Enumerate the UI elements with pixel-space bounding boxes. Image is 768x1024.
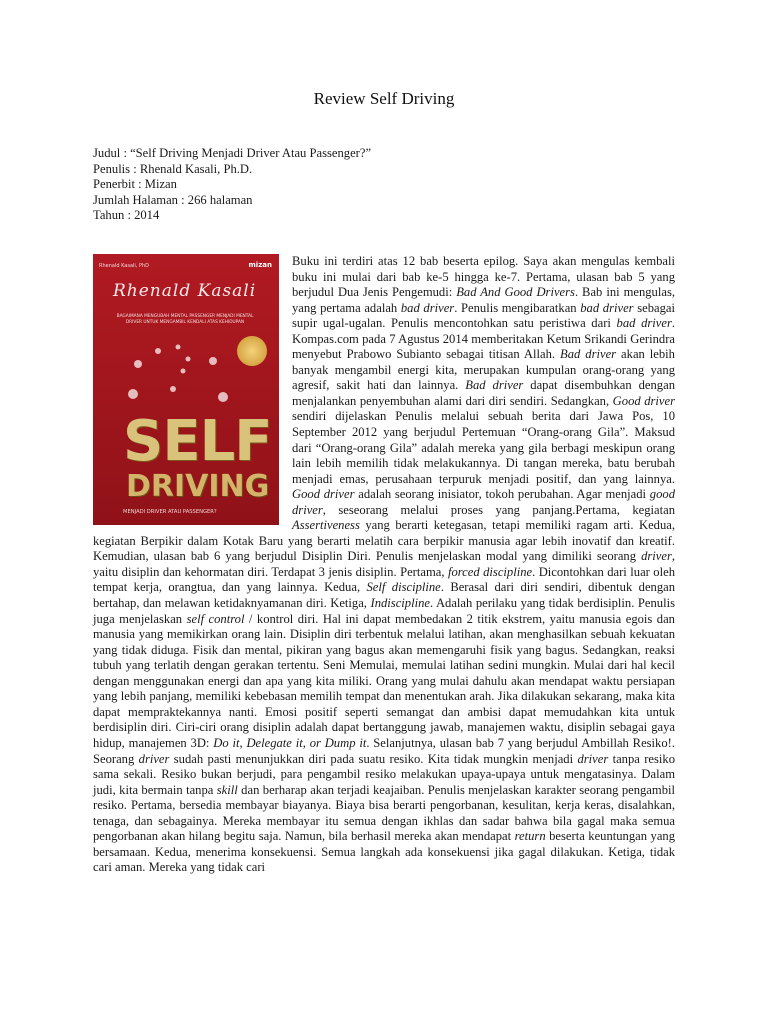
italic-term: driver	[138, 751, 170, 766]
page-title: Review Self Driving	[313, 89, 455, 108]
cover-title-driving: DRIVING	[126, 469, 270, 504]
text-run: Buku ini terdiri atas 12 bab beserta epilog. Saya akan mengulas kembali buku ini mulai dari bab ke-5 hingga ke-7. Pertama, ulasan bab 5 yang berjudul Dua Jenis Pengemudi:	[292, 254, 675, 300]
text-run: dan berharap akan terjadi keajaiban. Penulis menjelaskan karakter seorang pengambil resiko. Pertama, bersedia membayar biayanya. Biaya bisa berarti pengorbanan, kesulitan, kerja keras, disalahkan, tenaga, dan sebagainya. Mereka membayar itu semua dengan ikhlas dan sadar bahwa bila gagal maka semua pengorbanan akan hilang begitu saja. Namun, bila berhasil mereka akan mendapat	[93, 782, 675, 844]
review-body	[93, 254, 675, 876]
italic-term: driver	[641, 549, 672, 564]
text-run: akan lebih banyak mengambil energi kita, merupakan kumpulan orang-orang yang agresif, sakit hati dan lainnya.	[292, 347, 675, 393]
italic-term: good driver	[292, 487, 675, 517]
text-run: tanpa resiko sama sekali. Resiko bukan berjudi, para pengambil resiko melakukan upaya-upaya untuk mengatasinya. Dalam judi, kita bermain tanpa	[93, 751, 676, 797]
text-run: adalah seorang inisiator, tokoh perubahan. Agar menjadi	[354, 487, 650, 502]
text-run: . Kompas.com pada 7 Agustus 2014 memberitakan Ketum Srikandi Gerindra menyebut Prabowo Subianto sebagai titisan Allah.	[292, 316, 675, 362]
italic-term: driver	[577, 751, 609, 766]
cover-tagline: BAGAIMANA MENGUBAH MENTAL PASSENGER MENJADI MENTAL DRIVER UNTUK MENGAMBIL KENDALI ATAS KEHIDUPAN	[116, 314, 254, 325]
italic-term: bad driver	[400, 300, 455, 315]
text-run: . Adalah perilaku yang tidak berdisiplin. Penulis juga menjelaskan	[93, 596, 675, 626]
text-run: / kontrol diri. Hal ini dapat membedakan 2 titik ekstrem, yaitu manusia egois dan manusia yang memikirkan orang lain. Disiplin diri terbentuk melalui latihan, akan menghasilkan sebuah kekuatan yang tidak diduga. Fisik dan mental, pikiran yang bagus akan memengaruhi fisik yang bagus. Sedangkan, reaksi tubuh yang terlatih dengan gerakan tertentu. Seni Memulai, memulai latihan sedini mungkin. Mulai dari hal kecil dengan menggunakan energi dan apa yang kita miliki. Orang yang mulai dahulu akan mendapat waktu persiapan yang lebih panjang, memiliki kebebasan memilih tempat dan menentukan arah. Jika dilakukan sekarang, maka kita dapat mempraktekannya nanti. Emosi positif seperti semangat dan ambisi dapat memudahkan kita untuk berdisiplin diri. Ciri-ciri orang disiplin adalah dapat bertanggung jawab, manajemen waktu, disiplin sebagai gaya hidup, manajemen 3D:	[93, 611, 675, 750]
meta-title: Judul : “Self Driving Menjadi Driver Atau Passenger?”	[93, 146, 372, 160]
italic-term: Bad driver	[465, 378, 524, 393]
cover-publisher-logo: mizan	[248, 261, 272, 269]
italic-term: Self discipline	[366, 580, 441, 595]
italic-term: Indiscipline	[370, 596, 430, 611]
book-metadata	[93, 146, 371, 224]
text-run: . Penulis mengibaratkan	[454, 300, 581, 315]
meta-year: Tahun : 2014	[93, 208, 160, 223]
cover-subtitle: MENJADI DRIVER ATAU PASSENGER?	[123, 509, 217, 515]
italic-term: Good driver	[292, 487, 355, 502]
book-cover-image	[93, 254, 279, 525]
text-run: . Dicontohkan dari luar oleh tempat kerja, orangtua, dan yang lainnya. Kedua,	[93, 564, 675, 595]
text-run: dapat disembuhkan dengan menjalankan penyembuhan alami dari diri sendiri. Sedangkan,	[292, 378, 675, 408]
italic-term: bad driver	[616, 316, 672, 331]
italic-term: Assertiveness	[292, 518, 360, 533]
italic-term: return	[514, 829, 546, 844]
text-run: beserta keuntungan yang bersamaan. Kedua, menerima konsekuensi. Semua langkah ada konsekuensi jika gagal dilakukan. Ketiga, tidak cari aman. Mereka yang tidak cari	[93, 829, 675, 875]
text-run: . Bab ini mengulas, yang pertama adalah	[292, 285, 675, 315]
text-run: yang berarti ketegasan, tetapi memiliki ragam arti. Kedua, kegiatan Berpikir dalam Kotak Baru yang berarti melatih cara berpikir manusia agar lebih inovatif dan kreatif. Kemudian, ulasan bab 6 yang berjudul Disiplin Diri. Penulis menjelaskan modal yang dimiliki seorang	[93, 518, 675, 564]
meta-pages: Jumlah Halaman : 266 halaman	[93, 192, 253, 207]
italic-term: Do it, Delegate it, or Dump it	[213, 735, 367, 750]
text-run: sudah pasti menunjukkan diri pada suatu resiko. Kita tidak mungkin menjadi	[169, 751, 578, 766]
italic-term: skill	[216, 782, 238, 797]
italic-term: Bad driver	[560, 347, 617, 362]
text-run: sebagai supir ugal-ugalan. Penulis mencontohkan satu peristiwa dari	[292, 300, 675, 331]
text-run: . Berasal dari diri sendiri, dibentuk dengan bertahap, dan melawan ketidaknyamanan diri. Ketiga,	[93, 580, 676, 611]
text-run: sendiri dijelaskan Penulis melalui sebuah berita dari Jawa Pos, 10 September 2012 yang berjudul Pertemuan “Orang-orang Gila”. Maksud dari “Orang-orang Gila” adalah mereka yang gila berbagi meskipun orang lain lebih memilih tidak melakukannya. Di tangan mereka, batu berubah menjadi emas, perusahaan terpuruk menjadi positif, dan yang lainnya.	[292, 409, 675, 486]
italic-term: forced discipline	[447, 564, 533, 579]
text-run: , yaitu disiplin dan kehormatan diri. Terdapat 3 jenis disiplin. Pertama,	[93, 549, 675, 579]
cover-signature: Rhenald Kasali	[113, 281, 257, 301]
cover-author: Rhenald Kasali, PhD	[99, 263, 150, 269]
italic-term: bad driver	[580, 300, 634, 315]
text-run: . Selanjutnya, ulasan bab 7 yang berjudul Ambillah Resiko!. Seorang	[93, 735, 675, 766]
italic-term: self control	[186, 611, 245, 626]
cover-illustration-icon	[118, 339, 248, 414]
italic-term: Good driver	[612, 393, 675, 408]
meta-author: Penulis : Rhenald Kasali, Ph.D.	[93, 161, 253, 176]
text-run: , seseorang melalui proses yang panjang.Pertama, kegiatan	[322, 502, 675, 517]
meta-publisher: Penerbit : Mizan	[93, 177, 177, 192]
cover-title-self: SELF	[123, 409, 272, 474]
italic-term: Bad And Good Drivers	[456, 285, 575, 300]
